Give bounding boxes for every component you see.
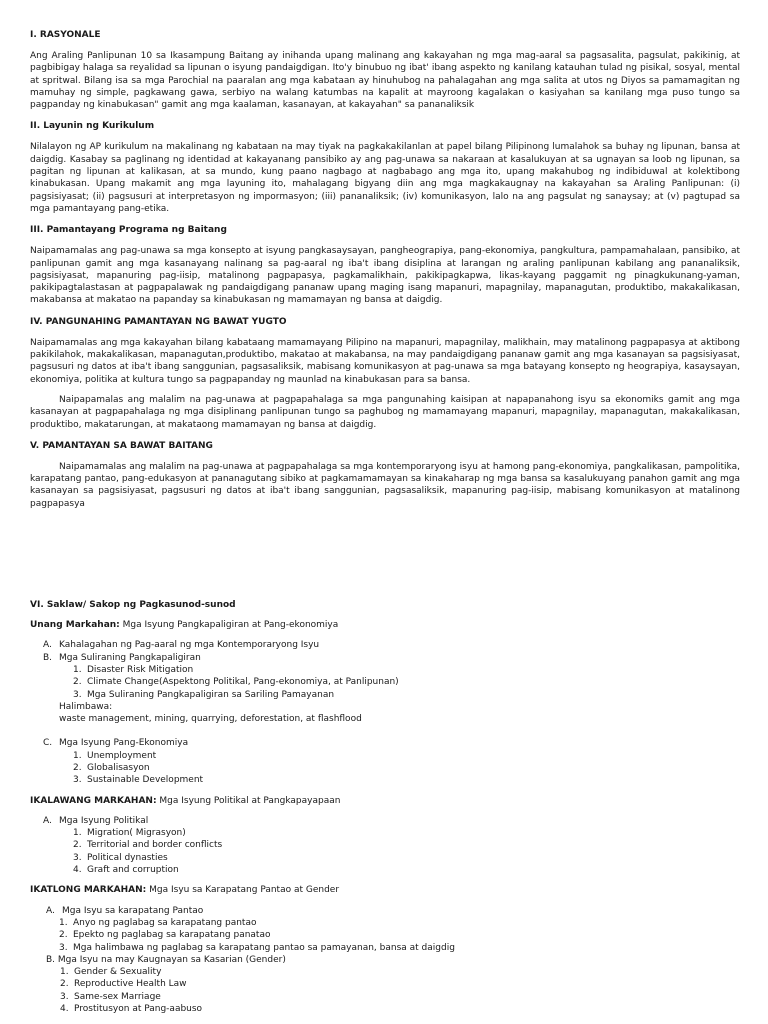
- quarter-title: Mga Isyu sa Karapatang Pantao at Gender: [146, 885, 340, 896]
- quarter-label: Unang Markahan:: [30, 620, 120, 631]
- section-pamantayang-programa: [30, 224, 740, 306]
- list-item: 3. Mga Suliraning Pangkapaligiran sa Sariling Pamayanan: [73, 689, 335, 700]
- topic-list: [30, 639, 740, 786]
- list-item: C. Mga Isyung Pang-Ekonomiya 1. Unemployment 2. Globalisasyon 3. Sustainable Development: [43, 737, 740, 786]
- subtopic-list: [43, 750, 740, 787]
- quarter-heading: [30, 619, 740, 631]
- list-item: 2. Climate Change(Aspektong Politikal, Pang-ekonomiya, at Panlipunan): [73, 677, 399, 688]
- list-item: 3. Same-sex Marriage: [60, 991, 161, 1002]
- list-item: A. Mga Isyu sa karapatang Pantao 1. Anyo ng paglabag sa karapatang pantao 2. Epekto ng paglabag sa karapatang panatao 3. Mga halimbawa ng paglabag sa karapatang pantao sa pamayanan, bansa at daigdig: [46, 905, 740, 954]
- document-page: [30, 29, 740, 1015]
- section-title: VI. Saklaw/ Sakop ng Pagkasunod-sunod: [30, 600, 236, 611]
- section-title: II. Layunin ng Kurikulum: [30, 121, 155, 132]
- section-body: Nilalayon ng AP kurikulum na makalinang ng kabataan na may tiyak na pagkakakilanlan at papel bilang Pilipinong lumalahok sa buhay ng lipunan, bansa at daigdig. Kasabay sa paglinang ng identidad at kakayanang pansibiko ay ang pag-unawa sa nakaraan at kasalukuyan at sa ugnayan sa loob ng lipunan, sa pagitan ng lipunan at kalikasan, at sa mundo, kung paano nagbago at nagbabago ang mga ito, upang makahubog ng indibiduwal at kolektibong kinabukasan. Upang makamit ang mga layuning ito, mahalagang bigyang diin ang mga magkakaugnay na kakayahan sa Araling Panlipunan: (i) pagsisiyasat; (ii) pagsusuri at interpretasyon ng impormasyon; (iii) pananaliksik; (iv) komunikasyon, lalo na ang pagsulat ng sanaysay; at (v) pagtupad sa mga pamantayang pang-etika.: [30, 142, 740, 214]
- section-saklaw: [30, 599, 740, 1015]
- list-item: 3. Political dynasties: [73, 852, 168, 863]
- list-item: 1. Gender & Sexuality: [60, 967, 162, 978]
- quarter-heading: [30, 795, 740, 807]
- quarter-label: IKATLONG MARKAHAN:: [30, 885, 147, 896]
- list-item: 1. Migration( Migrasyon): [73, 828, 186, 839]
- halimbawa-list: waste management, mining, quarrying, deforestation, at flashflood: [59, 714, 362, 725]
- quarter-title: Mga Isyung Politikal at Pangkapayapaan: [156, 795, 341, 806]
- list-item: 1. Anyo ng paglabag sa karapatang pantao: [59, 917, 257, 928]
- list-item: 3. Sustainable Development: [73, 775, 204, 786]
- section-body: Ang Araling Panlipunan 10 sa Ikasampung Baitang ay inihanda upang malinang ang kakayahan ng mga mag-aaral sa pagsasalita, pagsulat, pakikinig, at pagbibigay halaga sa reyalidad sa lipunan o isyung pandaigdigan. Ito'y binubuo ng ibat' ibang aspekto ng kanilang katauhan tulad ng pisikal, sosyal, mental at spritwal. Bilang isa sa mga Parochial na paaralan ang mga kabataan ay hinuhubog na pahalagahan ang mga salita at utos ng Diyos sa pamamagitan ng mamuhay ng simple, pagkawang gawa, serbiyo na walang katumbas na kapalit at mayroong kagalakan o kasiyahan sa kanilang mga puso tungo sa pagpanday ng kinabukasan" gamit ang mga kaalaman, kasanayan, at kakayahan" sa pananaliksik: [30, 51, 740, 111]
- section-body: Naipamamalas ang malalim na pag-unawa at pagpapahalaga sa mga kontemporaryong isyu at hamong pang-ekonomiya, pangkalikasan, pampolitika, karapatang pantao, pang-edukasyon at pananagutang sibiko at pagkamamamayan sa kinakaharap ng mga bansa sa kasalukuyang panahon gamit ang mga kasanayan sa pagsisiyasat, pagsusuri ng datos at iba't ibang sanggunian, pagsasaliksik, mapanuring pag-iisip, mabisang komunikasyon at matalinong pagpapasya: [30, 461, 740, 509]
- list-item: A. Kahalagahan ng Pag-aaral ng mga Kontemporaryong Isyu: [43, 640, 320, 651]
- subtopic-list: [46, 917, 740, 954]
- spacer: [30, 519, 740, 599]
- subtopic-list: [43, 827, 740, 876]
- quarter-heading: [30, 884, 740, 896]
- section-rasyonale: [30, 29, 740, 111]
- list-item: 3. Mga halimbawa ng paglabag sa karapatang pantao sa pamayanan, bansa at daigdig: [59, 942, 455, 953]
- section-pamantayan-baitang: [30, 440, 740, 510]
- section-pangunahing-pamantayan: [30, 316, 740, 431]
- list-item: 1. Disaster Risk Mitigation: [73, 664, 194, 675]
- quarter-label: IKALAWANG MARKAHAN:: [30, 795, 157, 806]
- section-title: I. RASYONALE: [30, 30, 101, 40]
- list-item: 2. Reproductive Health Law: [60, 979, 187, 990]
- list-item: B. Mga Suliraning Pangkapaligiran 1. Disaster Risk Mitigation 2. Climate Change(Aspektong Politikal, Pang-ekonomiya, at Panlipunan) 3. Mga Suliraning Pangkapaligiran sa Sariling Pamayanan Halimbawa: waste management, mining, quarrying, deforestation, at flashflood: [43, 652, 740, 726]
- list-item: 1. Unemployment: [73, 750, 157, 761]
- list-item: 2. Territorial and border conflicts: [73, 840, 223, 851]
- section-body: Naipamamalas ang mga kakayahan bilang kabataang mamamayang Pilipino na mapanuri, mapagnilay, malikhain, may matalinong pagpapasya at aktibong pakikilahok, makakalikasan, mapanagutan,produktibo, makatao at makabansa, na may pandaigdigang pananaw gamit ang mga kasanayan sa pagsisiyasat, pagsusuri ng datos at iba't ibang sanggunian, pagsasaliksik, mabisang komunikasyon at pag-unawa sa mga batayang konsepto ng heograpiya, kasaysayan, ekonomiya, politika at kultura tungo sa pagpapanday ng maunlad na kinabukasan para sa bansa.: [30, 337, 740, 385]
- section-title: IV. PANGUNAHING PAMANTAYAN NG BAWAT YUGTO: [30, 316, 287, 327]
- topic-b-heading: B. Mga Isyu na may Kaugnayan sa Kasarian (Gender): [46, 954, 286, 965]
- list-item: 2. Globalisasyon: [73, 762, 150, 773]
- topic-list: [30, 905, 740, 954]
- subtopic-list: [43, 664, 740, 701]
- list-item: 2. Epekto ng paglabag sa karapatang panatao: [59, 930, 271, 941]
- section-title: V. PAMANTAYAN SA BAWAT BAITANG: [30, 440, 213, 451]
- quarter-title: Mga Isyung Pangkapaligiran at Pang-ekonomiya: [119, 620, 339, 631]
- section-title: III. Pamantayang Programa ng Baitang: [30, 225, 227, 236]
- section-body: Naipapamalas ang malalim na pag-unawa at pagpapahalaga sa mga pangunahing kaisipan at napapanahong isyu sa ekonomiks gamit ang mga kasanayan at pagpapahalaga ng mga disiplinang panlipunan tungo sa paghubog ng mamamayang mapanuri, mapagnilay, mapanagutan, makakalikasan, produktibo, makatarungan, at makataong mamamayan ng bansa at daigdig.: [30, 394, 740, 430]
- halimbawa-label: Halimbawa:: [59, 701, 113, 712]
- list-item: 4. Prostitusyon at Pang-aabuso: [60, 1004, 203, 1015]
- topic-list: [30, 815, 740, 876]
- subtopic-list: [30, 966, 740, 1015]
- section-body: Naipamamalas ang pag-unawa sa mga konsepto at isyung pangkasaysayan, pangheograpiya, pang-ekonomiya, pangkultura, pampamahalaan, pansibiko, at panlipunan gamit ang mga kasanayang nalinang sa pag-aaral ng iba't ibang disiplina at larangan ng araling panlipunan kabilang ang pananaliksik, pagsisiyasat, mapanuring pag-iisip, matalinong pagpapasya, pagkamalikhain, pakikipagkapwa, likas-kayang paggamit ng pinagkukunang-yaman, pakikipagtalastasan at pagpapalawak ng pandaigdigang pananaw upang maging isang mapanuri, mapagnilay, mapanagutan, produktibo, makakalikasan, makabansa at makatao na papanday sa kinabukasan ng mamamayan ng bansa at daigdig.: [30, 246, 740, 306]
- list-item: 4. Graft and corruption: [73, 865, 179, 876]
- list-item: A. Mga Isyung Politikal 1. Migration( Migrasyon) 2. Territorial and border conflicts 3. Political dynasties 4. Graft and corruption: [43, 815, 740, 876]
- section-layunin: [30, 120, 740, 215]
